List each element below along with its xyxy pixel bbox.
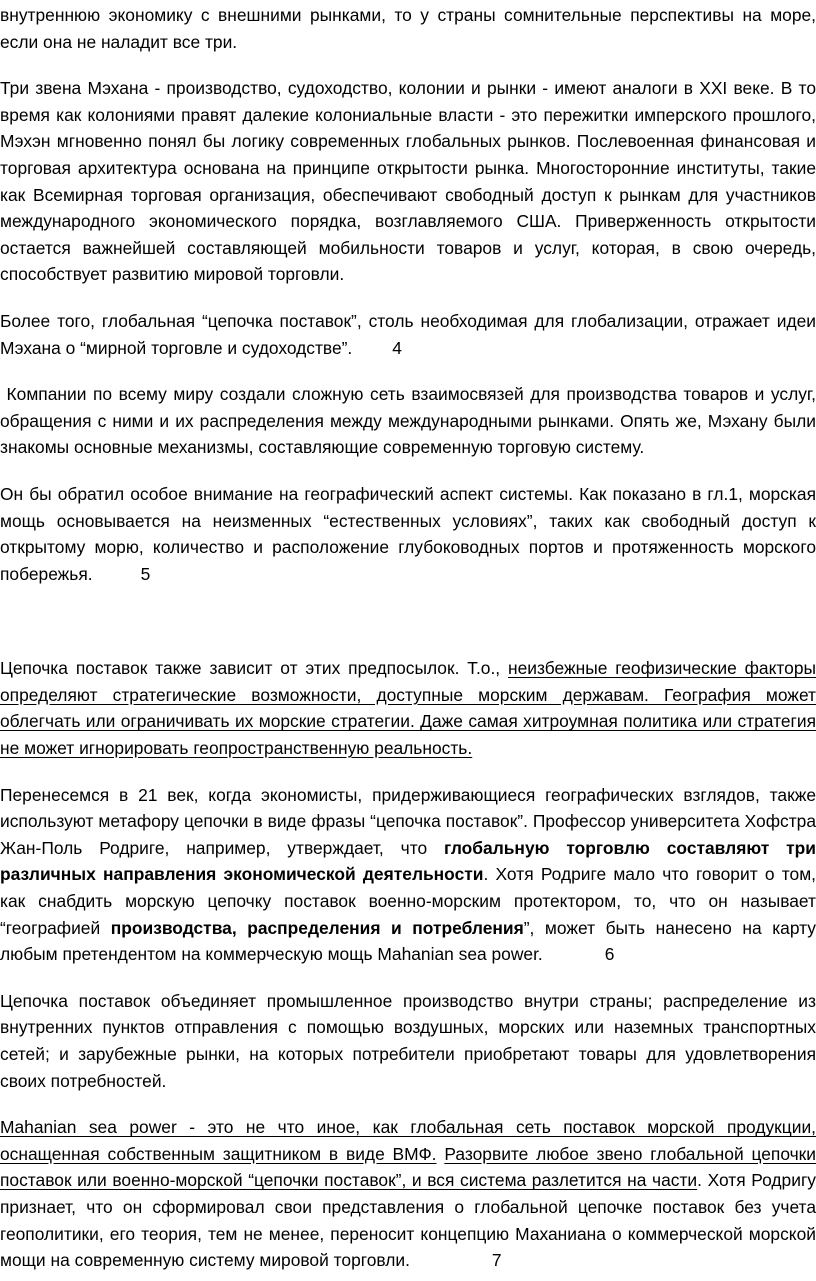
- paragraph-text: . Хотя Родриге мало что говорит о том, как снабдить морскую цепочку поставок военно-морским протектором, то, что он называет “географией: [0, 864, 816, 938]
- paragraph-preconditions: [0, 655, 816, 761]
- paragraph-21st-century: [0, 782, 816, 968]
- paragraph-chain-unites: [0, 988, 816, 1094]
- paragraph-text: Компании по всему миру создали сложную сеть взаимосвязей для производства товаров и услуг, обращения с ними и их распределения между международными рынками. Опять же, Мэхану были знакомы основные механизмы, составляющие современную торговую систему.: [0, 384, 816, 458]
- bold-text: производства, распределения и потребления: [110, 917, 524, 938]
- paragraph-text: Цепочка поставок объединяет промышленное производство внутри страны; распределение из внутренних пунктов отправления с помощью воздушных, морских или наземных транспортных сетей; и зарубежные рынки, на которых потребители приобретают товары для удовлетворения своих потребностей.: [0, 990, 816, 1091]
- paragraph-text: ”, может быть нанесено на карту любым претендентом на коммерческую мощь Mahanian sea power.: [0, 917, 816, 965]
- paragraph-text: Перенесемся в 21 век, когда экономисты, придерживающиеся географических взглядов, также используют метафору цепочки в виде фразы “цепочка поставок”. Профессор университета Хофстра Жан-Поль Родриге, например, утверждает, что: [0, 784, 816, 858]
- paragraph-text: внутреннюю экономику с внешними рынками, то у страны сомнительные перспективы на море, если она не наладит все три.: [0, 5, 816, 52]
- bold-text: глобальную торговлю составляют три различных направления экономической деятельности: [0, 837, 816, 885]
- paragraph-mahanian-sea-power: [0, 1114, 816, 1274]
- paragraph-mahan-links: [0, 75, 816, 288]
- paragraph-intro-end: [0, 2, 816, 55]
- paragraph-companies: [0, 381, 816, 461]
- paragraph-supply-chain: [0, 308, 816, 361]
- underlined-text: Разорвите любое звено глобальной цепочки поставок или военно-морской “цепочки поставок”, и вся система разлетится на части: [0, 1143, 816, 1191]
- underlined-text: Mahanian sea power - это не что иное, как глобальная сеть поставок морской продукции, оснащенная собственным защитником в виде ВМФ.: [0, 1117, 816, 1164]
- paragraph-geography: [0, 481, 816, 587]
- paragraph-text: . Хотя Родригу признает, что он сформировал свои представления о глобальной цепочке поставок без учета геополитики, его теория, тем не менее, переносит концепцию Маханиана о коммерческой морской мощи на современную систему мировой торговли.: [0, 1170, 816, 1271]
- footnote-marker[interactable]: 7: [491, 1250, 502, 1271]
- footnote-marker[interactable]: 5: [140, 563, 151, 584]
- paragraph-text: Три звена Мэхана - производство, судоходство, колонии и рынки - имеют аналоги в XXI веке. В то время как колониями правят далекие колониальные власти - это пережитки имперского прошлого, Мэхэн мгновенно понял бы логику современных глобальных рынков. Послевоенная финансовая и торговая архитектура основана на принципе открытости рынка. Многосторонние институты, такие как Всемирная торговая организация, обеспечивают свободный доступ к рынкам для участников международного экономического порядка, возглавляемого США. Приверженность открытости остается важнейшей составляющей мобильности товаров и услуг, которая, в свою очередь, способствует развитию мировой торговли.: [0, 78, 816, 285]
- paragraph-text: Он бы обратил особое внимание на географический аспект системы. Как показано в гл.1, морская мощь основывается на неизменных “естественных условиях”, таких как свободный доступ к открытому морю, количество и расположение глубоководных портов и протяженность морского побережья.: [0, 483, 816, 584]
- underlined-text: неизбежные геофизические факторы определяют стратегические возможности, доступные морским державам. География может облегчать или ограничивать их морские стратегии. Даже самая хитроумная политика или стратегия не может игнорировать геопространственную реальность.: [0, 658, 816, 759]
- footnote-marker[interactable]: 6: [604, 944, 615, 965]
- paragraph-text: Цепочка поставок также зависит от этих предпосылок. Т.о.,: [0, 658, 509, 679]
- paragraph-text: Более того, глобальная “цепочка поставок”, столь необходимая для глобализации, отражает идеи Мэхана о “мирной торговле и судоходстве”.: [0, 310, 816, 358]
- footnote-marker[interactable]: 4: [392, 337, 402, 358]
